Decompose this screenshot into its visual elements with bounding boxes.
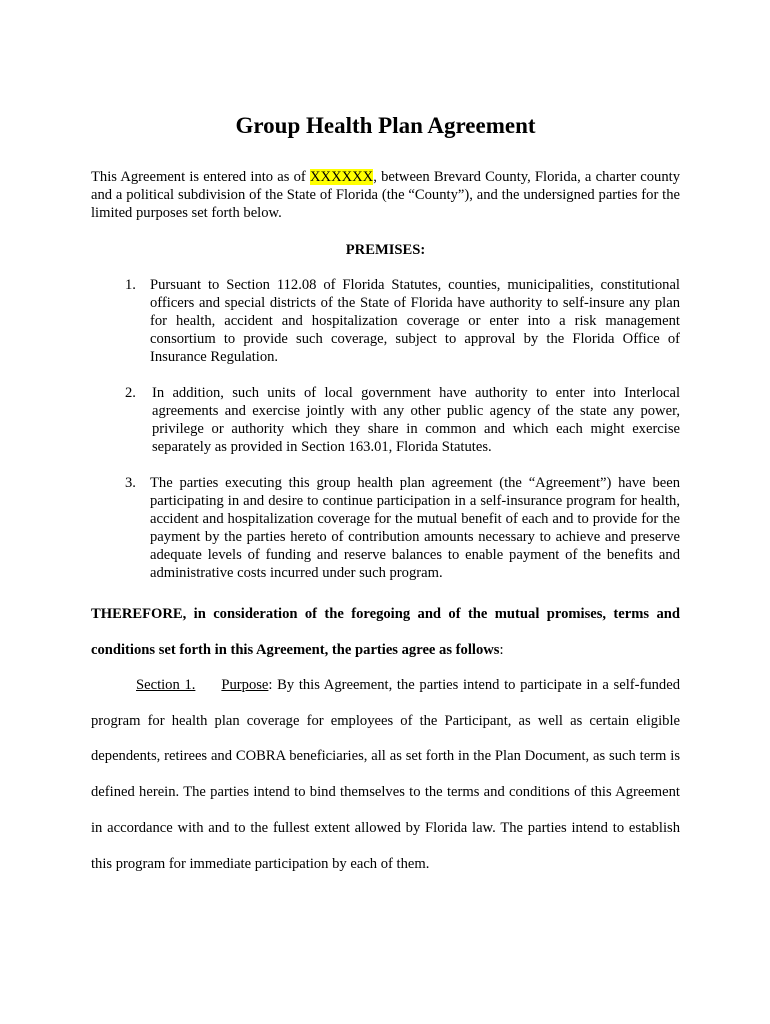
premises-heading: PREMISES: [345, 242, 426, 258]
premise-number: 3. [125, 475, 136, 491]
purpose-label: Purpose [221, 677, 269, 693]
date-placeholder-highlight: XXXXXX [309, 169, 374, 185]
section-1-label: Section 1. [136, 677, 196, 693]
intro-text-end: , between Brevard County, Florida, a charter county and a political subdivision of the State of Florida (the “County”), and the undersigned parties for the limited purposes set forth below. [91, 169, 680, 221]
premise-number: 2. [125, 385, 136, 401]
intro-paragraph [91, 168, 680, 222]
section-1-paragraph [91, 668, 680, 882]
therefore-text: THEREFORE, in consideration of the foregoing and of the mutual promises, terms and conditions set forth in this Agreement, the parties agree as follows [91, 606, 680, 658]
premise-text: In addition, such units of local government have authority to enter into Interlocal agreements and exercise jointly with any other public agency of the state any power, privilege or authority which they share in common and which each might exercise separately as provided in Section 163.01, Florida Statutes. [152, 385, 680, 455]
document-title: Group Health Plan Agreement [235, 113, 536, 138]
therefore-clause [91, 596, 680, 668]
premise-text: The parties executing this group health plan agreement (the “Agreement”) have been participating in and desire to continue participation in a self-insurance program for health, accident and hospitalization coverage for the mutual benefit of each and to provide for the payment by the parties hereto of contribution amounts necessary to achieve and preserve adequate levels of funding and reserve balances to enable payment of the benefits and administrative costs incurred under such program. [150, 475, 680, 581]
premise-text: Pursuant to Section 112.08 of Florida Statutes, counties, municipalities, constitutional officers and special districts of the State of Florida have authority to self-insure any plan for health, accident and hospitalization coverage or enter into a risk management consortium to provide such coverage, subject to approval by the Florida Office of Insurance Regulation. [150, 277, 680, 365]
premise-number: 1. [125, 277, 136, 293]
premise-item-1 [125, 276, 680, 366]
therefore-colon: : [499, 642, 504, 658]
intro-text-start: This Agreement is entered into as of [91, 169, 310, 185]
premise-item-2 [125, 384, 680, 456]
premise-item-3 [125, 474, 680, 582]
section-1-text: : By this Agreement, the parties intend to participate in a self-funded program for health plan coverage for employees of the Participant, as well as certain eligible dependents, retirees and COBRA beneficiaries, all as set forth in the Plan Document, as such term is defined herein. The parties intend to bind themselves to the terms and conditions of this Agreement in accordance with and to the fullest extent allowed by Florida law. The parties intend to establish this program for immediate participation by each of them. [91, 677, 680, 872]
